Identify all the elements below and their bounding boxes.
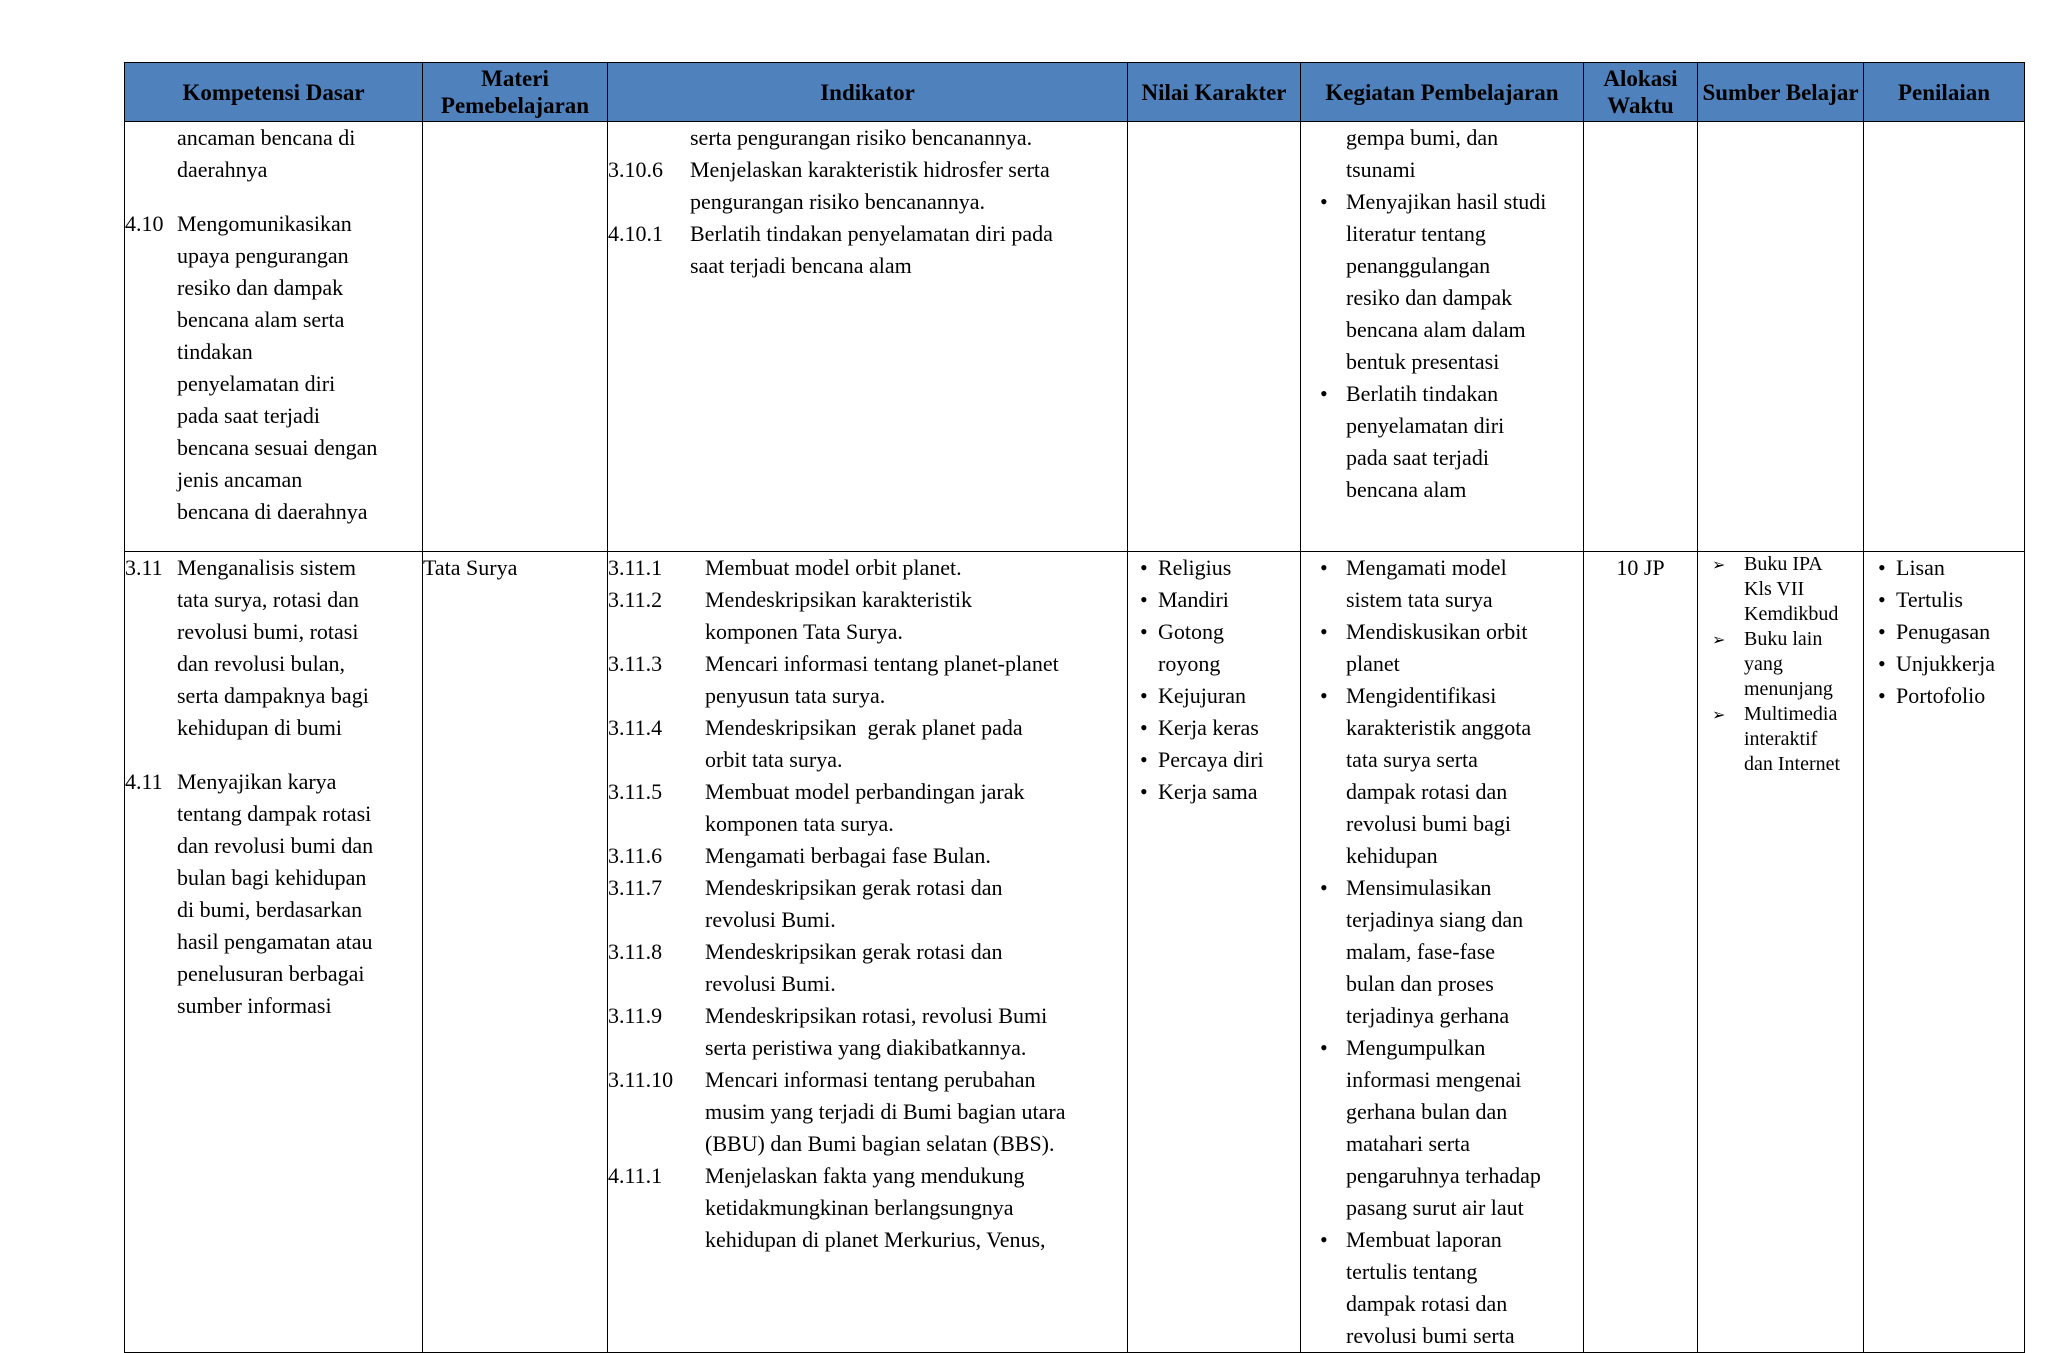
nilai-item	[1158, 552, 1300, 584]
indikator-number: 3.11.9	[608, 1003, 663, 1028]
indikator-cell	[608, 122, 1128, 552]
kegiatan-line: gempa bumi, dan	[1346, 125, 1499, 150]
indikator-line: revolusi Bumi.	[705, 907, 836, 932]
penilaian-item: • Tertulis	[1896, 584, 2024, 616]
kegiatan-line: bulan dan proses	[1346, 971, 1494, 996]
indikator-line: musim yang terjadi di Bumi bagian utara	[705, 1099, 1066, 1124]
indikator-line: penyusun tata surya.	[705, 683, 886, 708]
kegiatan-item	[1346, 378, 1577, 506]
kd-line: ancaman bencana di	[177, 125, 356, 150]
indikator-line: revolusi Bumi.	[705, 971, 836, 996]
table-row	[125, 122, 2025, 552]
kegiatan-item	[1346, 552, 1577, 616]
kd-item	[125, 552, 422, 744]
kegiatan-line: terjadinya gerhana	[1346, 1003, 1510, 1028]
kd-line: penyelamatan diri	[177, 371, 336, 396]
indikator-number: 3.11.3	[608, 651, 663, 676]
kd-item	[125, 766, 422, 1022]
kegiatan-item	[1346, 616, 1577, 680]
kegiatan-line: • Menyajikan hasil studi	[1346, 189, 1547, 214]
nilai-line: • Percaya diri	[1158, 747, 1264, 772]
kegiatan-line: sistem tata surya	[1346, 587, 1493, 612]
indikator-item	[608, 648, 1127, 712]
indikator-line: komponen Tata Surya.	[705, 619, 903, 644]
kegiatan-line: informasi mengenai	[1346, 1067, 1522, 1092]
table-row	[125, 552, 2025, 1353]
indikator-number: 3.11.6	[608, 843, 663, 868]
kegiatan-line: resiko dan dampak	[1346, 285, 1513, 310]
kegiatan-item	[1346, 186, 1577, 378]
sumber-cell	[1698, 552, 1864, 1353]
kd-number: 4.10	[125, 211, 164, 236]
kegiatan-line: • Mengumpulkan	[1346, 1035, 1486, 1060]
kegiatan-line: • Mensimulasikan	[1346, 875, 1492, 900]
nilai-line: • Mandiri	[1158, 587, 1229, 612]
kd-line: resiko dan dampak	[177, 275, 344, 300]
kd-line: bencana sesuai dengan	[177, 435, 378, 460]
sumber-line: menunjang	[1744, 678, 1833, 700]
alokasi-cell	[1584, 552, 1698, 1353]
sumber-line: Kls VII	[1744, 578, 1805, 600]
indikator-line: Mencari informasi tentang planet-planet	[705, 651, 1059, 676]
penilaian-cell	[1864, 552, 2025, 1353]
kd-cell	[125, 552, 423, 1353]
header-penilaian: Penilaian	[1864, 63, 2025, 122]
sumber-item	[1744, 552, 1859, 627]
indikator-item	[608, 936, 1127, 1000]
indikator-line: Mendeskripsikan rotasi, revolusi Bumi	[705, 1003, 1048, 1028]
indikator-line: serta pengurangan risiko bencanannya.	[690, 125, 1033, 150]
nilai-line: • Kerja keras	[1158, 715, 1259, 740]
kd-line: Menganalisis sistem	[177, 555, 357, 580]
indikator-number: 3.10.6	[608, 157, 663, 182]
kd-line: di bumi, berdasarkan	[177, 897, 363, 922]
indikator-line: saat terjadi bencana alam	[690, 253, 912, 278]
nilai-item	[1158, 680, 1300, 712]
kegiatan-line: revolusi bumi bagi	[1346, 811, 1511, 836]
kegiatan-line: kehidupan	[1346, 843, 1438, 868]
alokasi-cell	[1584, 122, 1698, 552]
penilaian-item: • Portofolio	[1896, 680, 2024, 712]
header-alokasi: Alokasi Waktu	[1584, 63, 1698, 122]
kegiatan-line: tata surya serta	[1346, 747, 1478, 772]
nilai-item	[1158, 712, 1300, 744]
kd-line: Mengomunikasikan	[177, 211, 352, 236]
kd-line: pada saat terjadi	[177, 403, 320, 428]
sumber-cell	[1698, 122, 1864, 552]
kegiatan-cell	[1301, 122, 1584, 552]
kegiatan-line: penyelamatan diri	[1346, 413, 1505, 438]
kd-line: dan revolusi bumi dan	[177, 833, 374, 858]
indikator-line: Mengamati berbagai fase Bulan.	[705, 843, 991, 868]
nilai-line: • Religius	[1158, 555, 1232, 580]
nilai-line: royong	[1158, 651, 1221, 676]
indikator-item	[608, 218, 1127, 282]
materi-cell	[423, 552, 608, 1353]
indikator-number: 3.11.4	[608, 715, 663, 740]
kegiatan-line: literatur tentang	[1346, 221, 1486, 246]
kd-line: sumber informasi	[177, 993, 332, 1018]
header-kompetensi-dasar: Kompetensi Dasar	[125, 63, 423, 122]
indikator-line: ketidakmungkinan berlangsungnya	[705, 1195, 1014, 1220]
kd-line: serta dampaknya bagi	[177, 683, 369, 708]
nilai-line: • Kejujuran	[1158, 683, 1246, 708]
header-sumber: Sumber Belajar	[1698, 63, 1864, 122]
indikator-item	[608, 584, 1127, 648]
kegiatan-line: tsunami	[1346, 157, 1416, 182]
materi-cell	[423, 122, 608, 552]
penilaian-item: • Penugasan	[1896, 616, 2024, 648]
indikator-cell	[608, 552, 1128, 1353]
kegiatan-line: pada saat terjadi	[1346, 445, 1489, 470]
kd-line: revolusi bumi, rotasi	[177, 619, 359, 644]
kd-line: tindakan	[177, 339, 253, 364]
kegiatan-line: revolusi bumi serta	[1346, 1323, 1515, 1348]
kd-line: dan revolusi bulan,	[177, 651, 346, 676]
indikator-line: Membuat model orbit planet.	[705, 555, 962, 580]
kd-line: hasil pengamatan atau	[177, 929, 373, 954]
nilai-item	[1158, 584, 1300, 616]
kd-cell	[125, 122, 423, 552]
penilaian-item: • Lisan	[1896, 552, 2024, 584]
penilaian-cell	[1864, 122, 2025, 552]
kd-line: penelusuran berbagai	[177, 961, 365, 986]
kegiatan-line: bencana alam	[1346, 477, 1467, 502]
indikator-item	[608, 552, 1127, 584]
kegiatan-line: pengaruhnya terhadap	[1346, 1163, 1541, 1188]
kegiatan-line: dampak rotasi dan	[1346, 779, 1508, 804]
kd-line: jenis ancaman	[177, 467, 303, 492]
indikator-line: Mendeskripsikan gerak planet pada	[705, 715, 1023, 740]
kegiatan-line: • Membuat laporan	[1346, 1227, 1502, 1252]
indikator-number: 3.11.10	[608, 1067, 674, 1092]
kd-item	[125, 208, 422, 528]
sumber-line: dan Internet	[1744, 753, 1841, 775]
kd-line: daerahnya	[177, 157, 268, 182]
kegiatan-line: terjadinya siang dan	[1346, 907, 1524, 932]
kegiatan-line: • Mengidentifikasi	[1346, 683, 1497, 708]
syllabus-table	[124, 62, 2025, 1353]
sumber-item	[1744, 702, 1859, 777]
kegiatan-line: pasang surut air laut	[1346, 1195, 1524, 1220]
indikator-line: orbit tata surya.	[705, 747, 843, 772]
sumber-line: interaktif	[1744, 728, 1818, 750]
kegiatan-line: bencana alam dalam	[1346, 317, 1526, 342]
indikator-item	[608, 840, 1127, 872]
kd-line: bulan bagi kehidupan	[177, 865, 367, 890]
nilai-item	[1158, 616, 1300, 680]
nilai-cell	[1128, 122, 1301, 552]
kegiatan-line: malam, fase-fase	[1346, 939, 1496, 964]
indikator-number: 3.11.7	[608, 875, 663, 900]
kegiatan-line: • Berlatih tindakan	[1346, 381, 1499, 406]
indikator-item	[608, 1160, 1127, 1256]
sumber-line: ➢ Buku IPA	[1744, 553, 1823, 575]
sumber-line: ➢ Multimedia	[1744, 703, 1838, 725]
indikator-line: serta peristiwa yang diakibatkannya.	[705, 1035, 1027, 1060]
indikator-item	[608, 1000, 1127, 1064]
header-row	[125, 63, 2025, 122]
kd-line: kehidupan di bumi	[177, 715, 342, 740]
sumber-line: Kemdikbud	[1744, 603, 1839, 625]
nilai-item	[1158, 744, 1300, 776]
kegiatan-item	[1346, 1224, 1577, 1352]
header-materi: Materi Pemebelajaran	[423, 63, 608, 122]
indikator-item	[608, 872, 1127, 936]
header-kegiatan: Kegiatan Pembelajaran	[1301, 63, 1584, 122]
alokasi-text: 10 JP	[1616, 555, 1665, 580]
kegiatan-line: penanggulangan	[1346, 253, 1491, 278]
penilaian-item: • Unjukkerja	[1896, 648, 2024, 680]
kd-line: tata surya, rotasi dan	[177, 587, 360, 612]
kegiatan-line: dampak rotasi dan	[1346, 1291, 1508, 1316]
kegiatan-line: gerhana bulan dan	[1346, 1099, 1508, 1124]
kegiatan-line: tertulis tentang	[1346, 1259, 1478, 1284]
indikator-number: 4.11.1	[608, 1163, 663, 1188]
kd-number: 4.11	[125, 769, 163, 794]
indikator-line: Membuat model perbandingan jarak	[705, 779, 1025, 804]
indikator-item	[608, 154, 1127, 218]
nilai-line: • Gotong	[1158, 619, 1224, 644]
indikator-line: Menjelaskan karakteristik hidrosfer serta	[690, 157, 1050, 182]
indikator-number: 3.11.1	[608, 555, 663, 580]
kegiatan-line: karakteristik anggota	[1346, 715, 1532, 740]
kegiatan-item	[1346, 872, 1577, 1032]
sumber-line: yang	[1744, 653, 1783, 675]
kegiatan-line: bentuk presentasi	[1346, 349, 1500, 374]
kd-line: upaya pengurangan	[177, 243, 349, 268]
kd-line: bencana di daerahnya	[177, 499, 368, 524]
header-nilai-karakter: Nilai Karakter	[1128, 63, 1301, 122]
kegiatan-line: planet	[1346, 651, 1400, 676]
nilai-cell	[1128, 552, 1301, 1353]
nilai-line: • Kerja sama	[1158, 779, 1258, 804]
kd-number: 3.11	[125, 555, 163, 580]
kd-line: tentang dampak rotasi	[177, 801, 372, 826]
indikator-line: kehidupan di planet Merkurius, Venus,	[705, 1227, 1046, 1252]
kegiatan-cell	[1301, 552, 1584, 1353]
indikator-number: 4.10.1	[608, 221, 663, 246]
indikator-line: Berlatih tindakan penyelamatan diri pada	[690, 221, 1053, 246]
indikator-line: Mendeskripsikan gerak rotasi dan	[705, 875, 1003, 900]
sumber-line: ➢ Buku lain	[1744, 628, 1823, 650]
indikator-item	[608, 776, 1127, 840]
kegiatan-line: matahari serta	[1346, 1131, 1470, 1156]
kd-line: bencana alam serta	[177, 307, 345, 332]
indikator-line: pengurangan risiko bencanannya.	[690, 189, 986, 214]
materi-text: Tata Surya	[423, 555, 518, 580]
sumber-item	[1744, 627, 1859, 702]
kegiatan-item	[1346, 1032, 1577, 1224]
header-indikator: Indikator	[608, 63, 1128, 122]
indikator-number: 3.11.2	[608, 587, 663, 612]
indikator-line: (BBU) dan Bumi bagian selatan (BBS).	[705, 1131, 1055, 1156]
kegiatan-item	[1346, 680, 1577, 872]
indikator-item	[608, 1064, 1127, 1160]
kegiatan-line: • Mendiskusikan orbit	[1346, 619, 1528, 644]
kegiatan-line: • Mengamati model	[1346, 555, 1507, 580]
indikator-line: Mendeskripsikan gerak rotasi dan	[705, 939, 1003, 964]
indikator-number: 3.11.8	[608, 939, 663, 964]
indikator-line: komponen tata surya.	[705, 811, 894, 836]
indikator-line: Mendeskripsikan karakteristik	[705, 587, 972, 612]
indikator-item	[608, 712, 1127, 776]
indikator-line: Menjelaskan fakta yang mendukung	[705, 1163, 1025, 1188]
nilai-item	[1158, 776, 1300, 808]
indikator-number: 3.11.5	[608, 779, 663, 804]
indikator-line: Mencari informasi tentang perubahan	[705, 1067, 1036, 1092]
kd-line: Menyajikan karya	[177, 769, 337, 794]
